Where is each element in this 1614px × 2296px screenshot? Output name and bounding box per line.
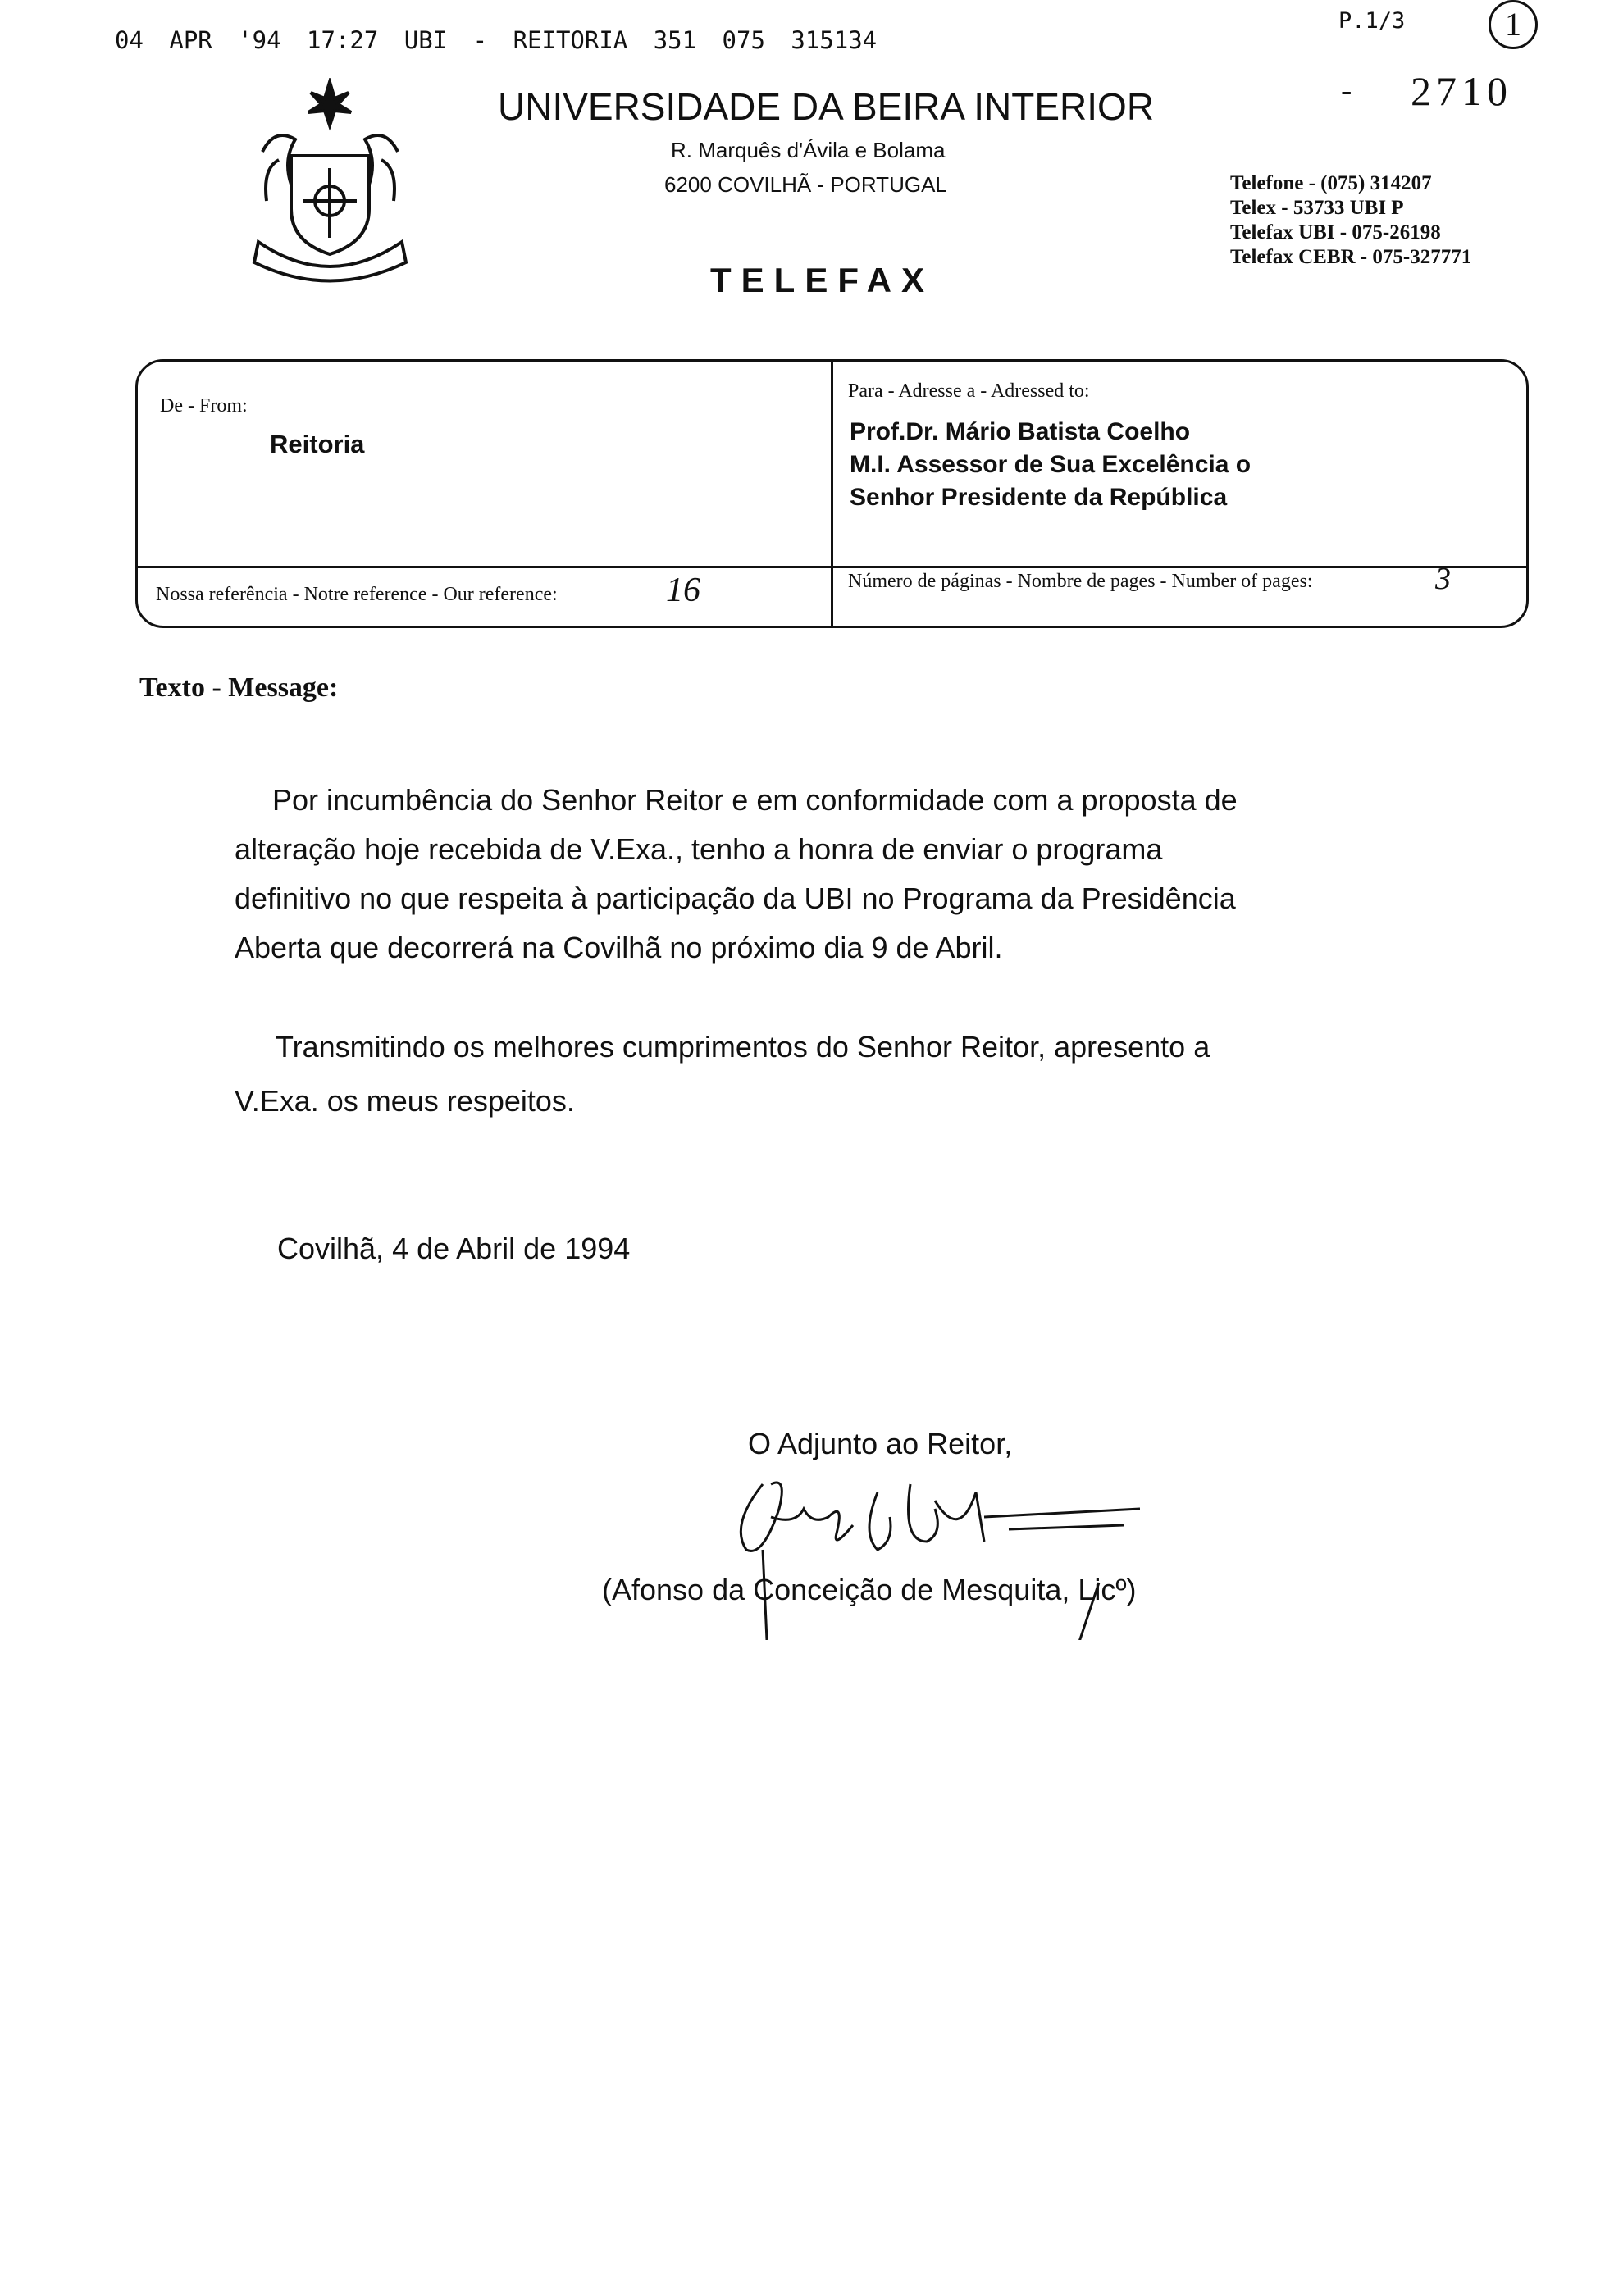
message-line: Transmitindo os melhores cumprimentos do Senhor Reitor, apresento a <box>276 1030 1210 1064</box>
message-line: Por incumbência do Senhor Reitor e em conformidade com a proposta de <box>272 783 1238 817</box>
stamp-dash: - <box>1341 71 1352 108</box>
message-label: Texto - Message: <box>139 672 339 703</box>
pages-value: 3 <box>1435 562 1451 596</box>
registry-stamp-number: 2710 <box>1411 68 1512 114</box>
university-crest-icon <box>246 78 414 287</box>
contact-telefax-cebr: Telefax CEBR - 075-327771 <box>1230 246 1472 268</box>
contact-phone: Telefone - (075) 314207 <box>1230 172 1432 194</box>
signatory-name: (Afonso da Conceição de Mesquita, Licº) <box>602 1573 1137 1606</box>
to-label: Para - Adresse a - Adressed to: <box>848 380 1090 402</box>
document-type: TELEFAX <box>710 261 935 299</box>
message-line: definitivo no que respeita à participação da UBI no Programa da Presidência <box>235 882 1236 915</box>
address-street: R. Marquês d'Ávila e Bolama <box>671 138 946 162</box>
closing-title: O Adjunto ao Reitor, <box>748 1427 1013 1460</box>
reference-label: Nossa referência - Notre reference - Our reference: <box>156 584 558 605</box>
form-horizontal-divider <box>137 566 1527 568</box>
from-label: De - From: <box>160 395 248 417</box>
fax-transmission-header: 04 APR '94 17:27 UBI - REITORIA 351 075 315134 <box>115 26 878 54</box>
letter-date: Covilhã, 4 de Abril de 1994 <box>277 1232 631 1265</box>
to-line: M.I. Assessor de Sua Excelência o <box>850 451 1252 478</box>
contact-telefax-ubi: Telefax UBI - 075-26198 <box>1230 221 1441 244</box>
fax-page-number: P.1/3 <box>1338 8 1406 34</box>
institution-name: UNIVERSIDADE DA BEIRA INTERIOR <box>498 85 1155 128</box>
message-line: V.Exa. os meus respeitos. <box>235 1084 575 1118</box>
contact-telex: Telex - 53733 UBI P <box>1230 197 1404 219</box>
message-line: alteração hoje recebida de V.Exa., tenho a honra de enviar o programa <box>235 832 1163 866</box>
reference-value: 16 <box>666 572 700 609</box>
address-city: 6200 COVILHÃ - PORTUGAL <box>664 172 947 197</box>
message-line: Aberta que decorrerá na Covilhã no próximo dia 9 de Abril. <box>235 931 1003 964</box>
circled-page-number: 1 <box>1489 0 1538 49</box>
to-line: Prof.Dr. Mário Batista Coelho <box>850 418 1191 445</box>
form-vertical-divider <box>831 361 833 628</box>
pages-label: Número de páginas - Nombre de pages - Number of pages: <box>848 571 1313 592</box>
handwritten-signature-icon <box>714 1460 1140 1640</box>
from-value: Reitoria <box>270 430 365 458</box>
to-line: Senhor Presidente da República <box>850 484 1228 511</box>
